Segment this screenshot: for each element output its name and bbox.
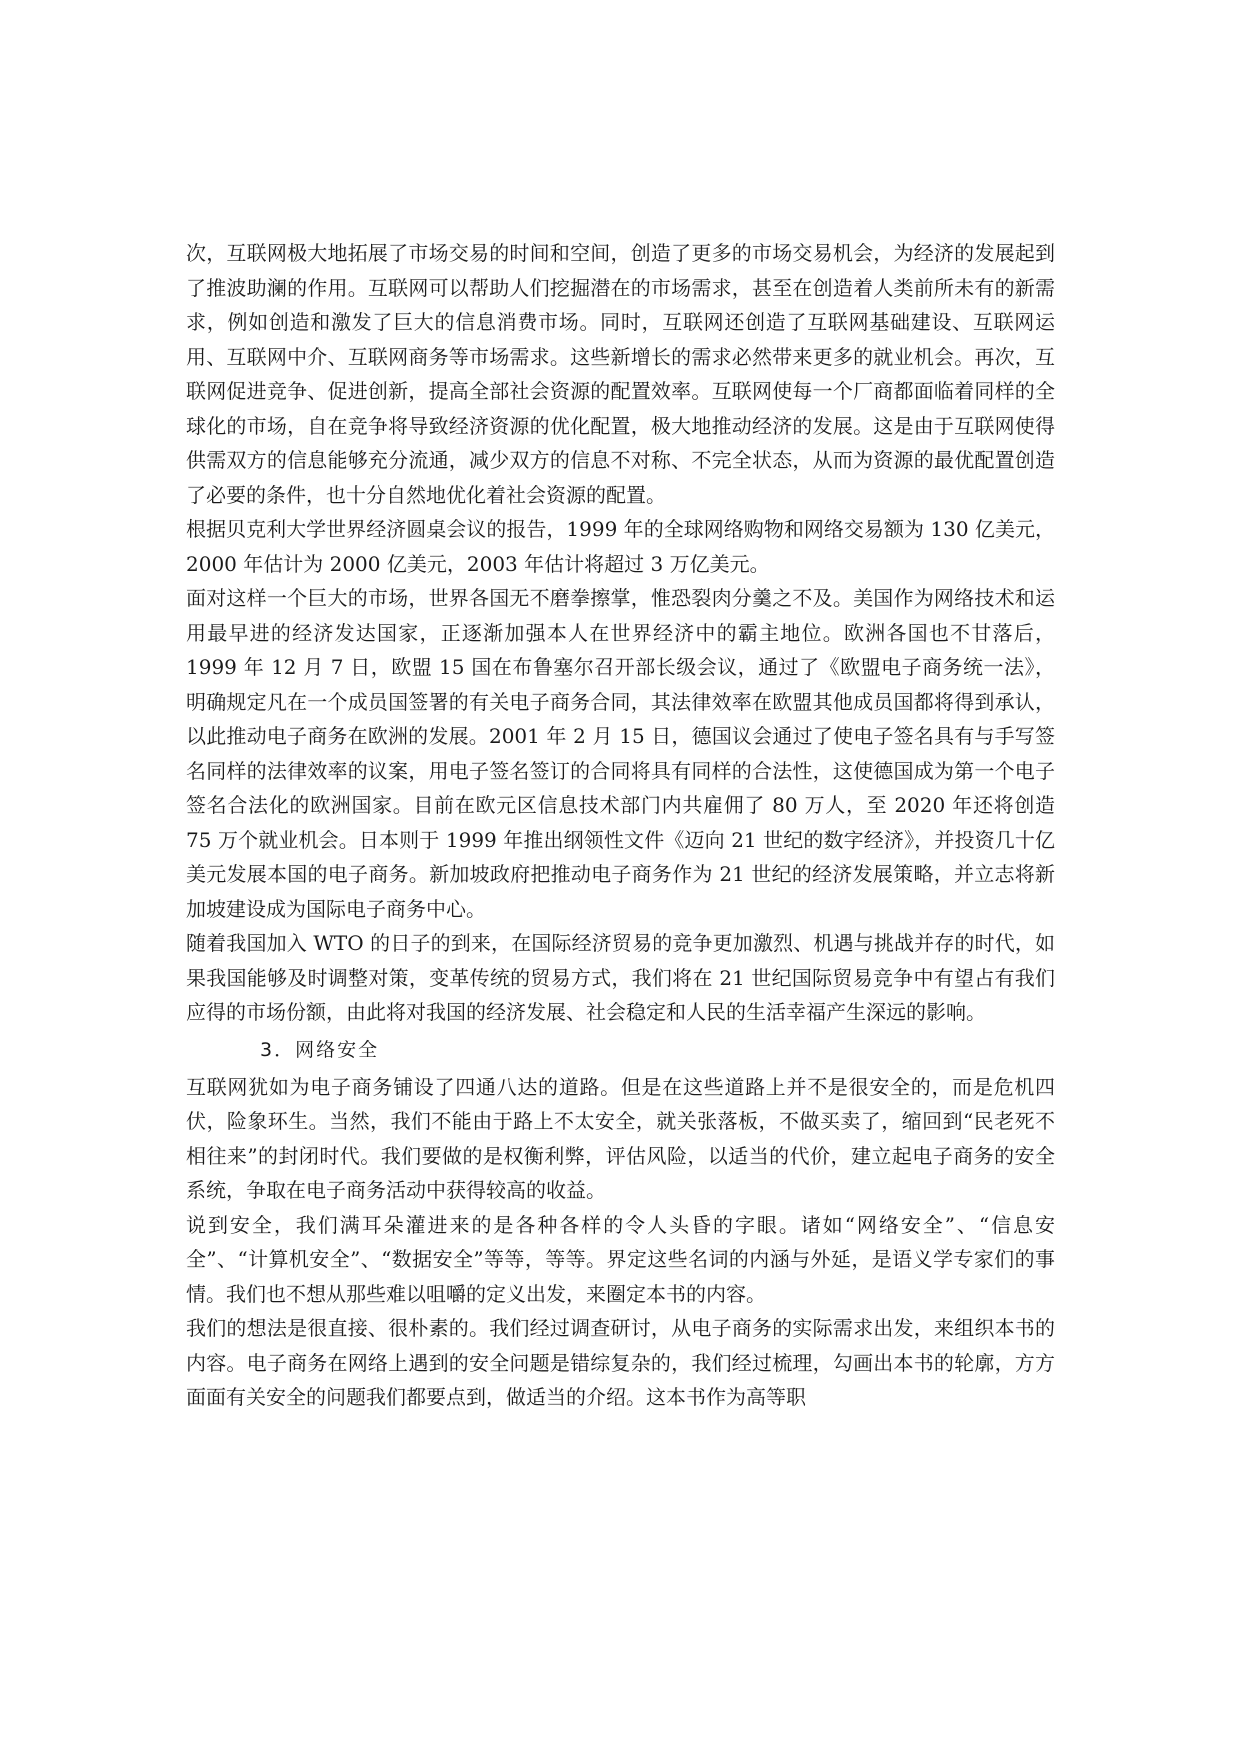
paragraph-world-competition: 面对这样一个巨大的市场，世界各国无不磨拳擦掌，惟恐裂肉分羹之不及。美国作为网络技术和运用最早进的经济发达国家，正逐渐加强本人在世界经济中的霸主地位。欧洲各国也不甘落后，1999 年 12 月 7 日，欧盟 15 国在布鲁塞尔召开部长级会议，通过了《欧盟电子商务统一法》，明确规定凡在一个成员国签署的有关电子商务合同，其法律效率在欧盟其他成员国都将得到承认，以此推动电子商务在欧洲的发展。2001 年 2 月 15 日，德国议会通过了使电子签名具有与手写签名同样的法律效率的议案，用电子签名签订的合同将具有同样的合法性，这使德国成为第一个电子签名合法化的欧洲国家。目前在欧元区信息技术部门内共雇佣了 80 万人，至 2020 年还将创造 75 万个就业机会。日本则于 1999 年推出纲领性文件《迈向 21 世纪的数字经济》，并投资几十亿美元发展本国的电子商务。新加坡政府把推动电子商务作为 21 世纪的经济发展策略，并立志将新加坡建设成为国际电子商务中心。: [186, 586, 1055, 921]
section-heading: 3．网络安全: [260, 1038, 380, 1061]
paragraph-economic-impact: 次，互联网极大地拓展了市场交易的时间和空间，创造了更多的市场交易机会，为经济的发展起到了推波助澜的作用。互联网可以帮助人们挖掘潜在的市场需求，甚至在创造着人类前所未有的新需求，例如创造和激发了巨大的信息消费市场。同时，互联网还创造了互联网基础建设、互联网运用、互联网中介、互联网商务等市场需求。这些新增长的需求必然带来更多的就业机会。再次，互联网促进竞争、促进创新，提高全部社会资源的配置效率。互联网使每一个厂商都面临着同样的全球化的市场，自在竞争将导致经济资源的优化配置，极大地推动经济的发展。这是由于互联网使得供需双方的信息能够充分流通，减少双方的信息不对称、不完全状态，从而为资源的最优配置创造了必要的条件，也十分自然地优化着社会资源的配置。: [186, 241, 1055, 507]
document-page: [186, 236, 1055, 1415]
paragraph-internet-roads: 互联网犹如为电子商务铺设了四通八达的道路。但是在这些道路上并不是很安全的，而是危机四伏，险象环生。当然，我们不能由于路上不太安全，就关张落板，不做买卖了，缩回到“民老死不相往来”的封闭时代。我们要做的是权衡利弊，评估风险，以适当的代价，建立起电子商务的安全系统，争取在电子商务活动中获得较高的收益。: [186, 1074, 1055, 1202]
paragraph-china-wto: 随着我国加入 WTO 的日子的到来，在国际经济贸易的竞争更加激烈、机遇与挑战并存的时代，如果我国能够及时调整对策，变革传统的贸易方式，我们将在 21 世纪国际贸易竞争中有望占有我们应得的市场份额，由此将对我国的经济发展、社会稳定和人民的生活幸福产生深远的影响。: [186, 931, 1055, 1024]
paragraph-berkeley-report: 根据贝克利大学世界经济圆桌会议的报告，1999 年的全球网络购物和网络交易额为 130 亿美元，2000 年估计为 2000 亿美元，2003 年估计将超过 3 万亿美元。: [186, 517, 1055, 576]
paragraph-security-terms: 说到安全，我们满耳朵灌进来的是各种各样的令人头昏的字眼。诸如“网络安全”、“信息安全”、“计算机安全”、“数据安全”等等，等等。界定这些名词的内涵与外延，是语义学专家们的事情。我们也不想从那些难以咀嚼的定义出发，来圈定本书的内容。: [186, 1212, 1055, 1306]
paragraph-book-approach: 我们的想法是很直接、很朴素的。我们经过调查研讨，从电子商务的实际需求出发，来组织本书的内容。电子商务在网络上遇到的安全问题是错综复杂的，我们经过梳理，勾画出本书的轮廓，方方面面有关安全的问题我们都要点到，做适当的介绍。这本书作为高等职: [186, 1316, 1055, 1409]
